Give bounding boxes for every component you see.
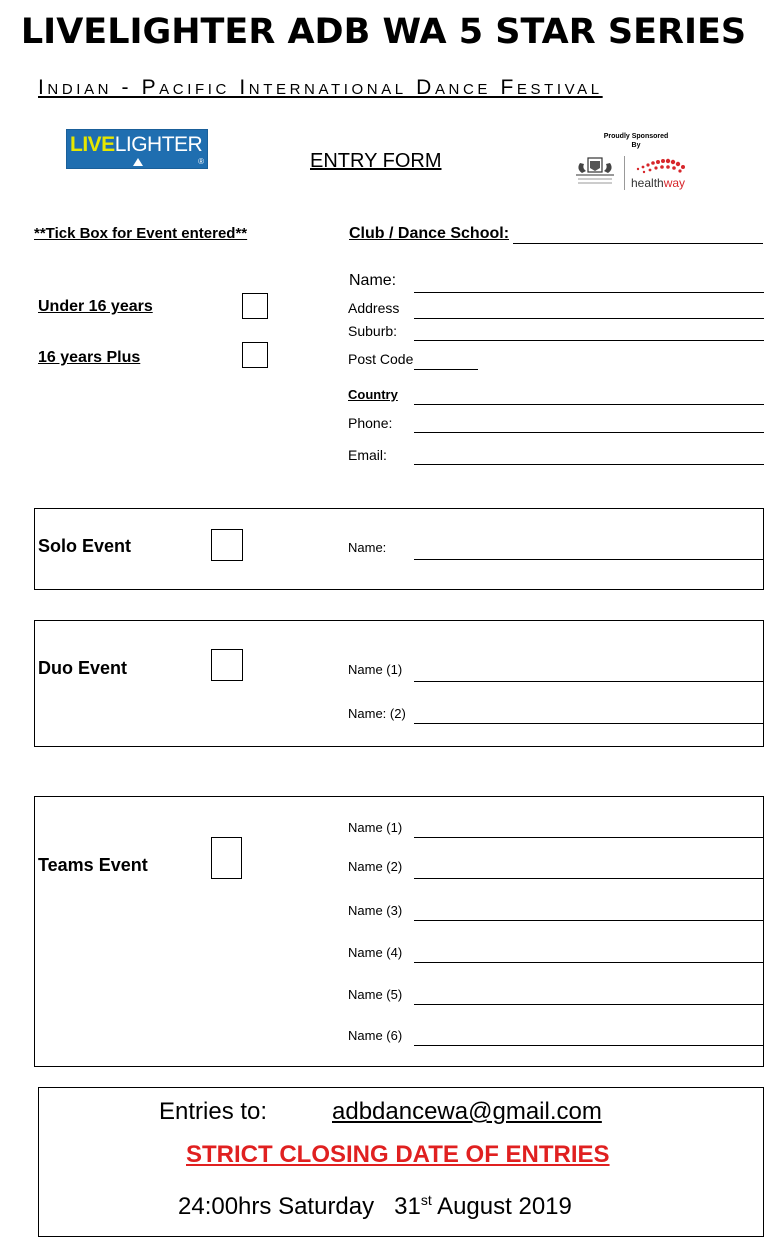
solo-event-section [34,508,764,590]
team-name-3-label: Name (3) [348,903,403,918]
livelighter-logo [66,129,208,169]
duo-event-section [34,620,764,747]
entries-to-label: Entries to: [159,1098,268,1125]
team-name-4-label: Name (4) [348,945,403,960]
team-name-2-field[interactable] [414,878,764,879]
solo-name-label: Name: [348,540,387,555]
deadline-day: 31 [394,1193,421,1220]
team-name-6-label: Name (6) [348,1028,403,1043]
livelighter-logo-text: LIVELIGHTER [70,133,203,156]
duo-event-checkbox[interactable] [211,649,243,681]
16-plus-label: 16 years Plus [38,349,141,366]
suburb-field[interactable] [414,340,764,341]
government-of-western-australia-crest-icon [570,155,620,190]
solo-event-label: Solo Event [38,536,132,556]
team-name-5-field[interactable] [414,1004,764,1005]
postcode-label: Post Code [348,351,414,367]
solo-name-field[interactable] [414,559,764,560]
name-label: Name: [349,272,397,289]
country-label: Country [348,387,398,402]
sponsor-line-2: By [631,142,641,149]
page-title: LIVELIGHTER ADB WA 5 STAR SERIES [20,12,747,52]
duo-name-1-field[interactable] [414,681,764,682]
phone-label: Phone: [348,415,393,431]
deadline-suffix: st [420,1192,432,1208]
duo-name-2-field[interactable] [414,723,764,724]
team-name-4-field[interactable] [414,962,764,963]
club-field[interactable] [513,243,763,244]
phone-field[interactable] [414,432,764,433]
sponsor-line-1: Proudly Sponsored [603,133,669,140]
email-field[interactable] [414,464,764,465]
teams-event-checkbox[interactable] [211,837,242,879]
country-field[interactable] [414,404,764,405]
team-name-1-label: Name (1) [348,820,403,835]
16-plus-checkbox[interactable] [242,342,268,368]
teams-event-label: Teams Event [38,855,148,875]
duo-name-2-label: Name: (2) [348,706,406,721]
deadline-month-year: August 2019 [437,1193,572,1220]
deadline-text [178,1192,572,1221]
entries-email-link[interactable]: adbdancewa@gmail.com [332,1098,602,1125]
healthway-dots-icon [630,157,688,175]
solo-event-checkbox[interactable] [211,529,243,561]
sponsor-caption [590,132,682,150]
duo-name-1-label: Name (1) [348,662,403,677]
address-label: Address [348,300,400,316]
team-name-1-field[interactable] [414,837,764,838]
name-field[interactable] [414,292,764,293]
sponsor-divider [624,156,625,190]
entry-form-heading: ENTRY FORM [310,150,442,172]
closing-date-notice: STRICT CLOSING DATE OF ENTRIES [186,1141,610,1168]
healthway-logo-text: healthway [631,176,686,190]
address-field[interactable] [414,318,764,319]
team-name-6-field[interactable] [414,1045,764,1046]
registered-mark: ® [198,157,204,166]
festival-subtitle: Indian - Pacific International Dance Festival [38,76,603,99]
under-16-label: Under 16 years [38,298,153,315]
team-name-5-label: Name (5) [348,987,403,1002]
suburb-label: Suburb: [348,323,398,339]
team-name-3-field[interactable] [414,920,764,921]
tick-box-instruction: **Tick Box for Event entered** [34,225,248,242]
email-label: Email: [348,447,387,463]
club-label: Club / Dance School: [349,225,510,242]
postcode-field[interactable] [414,369,478,370]
duo-event-label: Duo Event [38,658,128,678]
team-name-2-label: Name (2) [348,859,403,874]
deadline-time: 24:00hrs Saturday [178,1193,375,1220]
triangle-icon [133,158,143,166]
under-16-checkbox[interactable] [242,293,268,319]
